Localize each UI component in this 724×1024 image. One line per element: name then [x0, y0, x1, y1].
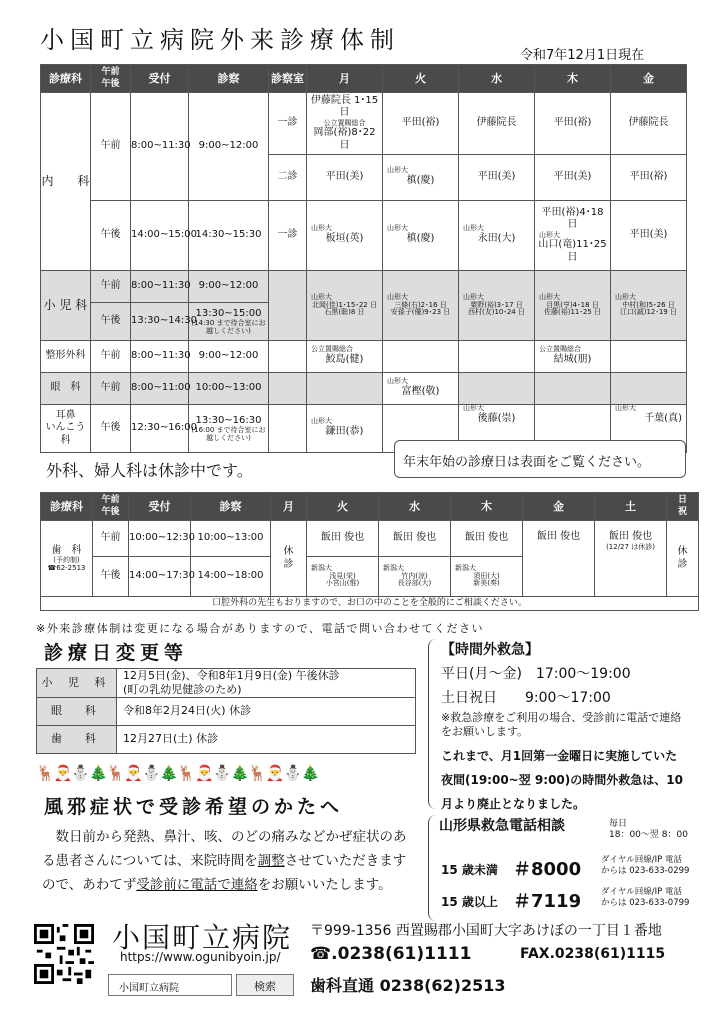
emergency-notice: これまで、月1回第一金曜日に実施していた夜間(19:00~翌 9:00)の時間外救急は、10月より廃止となりました。	[441, 748, 683, 811]
doctor: 平田(裕)	[535, 93, 611, 155]
phone-number: ☎.0238(61)1111	[310, 944, 472, 964]
doctor	[307, 373, 383, 405]
col-header: 診察	[191, 493, 271, 521]
ampm: 午前	[91, 373, 131, 405]
emergency-title: 【時間外救急】	[441, 642, 539, 658]
col-header: 診療科	[41, 493, 93, 521]
dept-name: 歯 科	[51, 544, 82, 556]
text: をお願いいたします。	[257, 877, 392, 893]
text: ダイヤル回線/IP 電話	[601, 887, 682, 897]
reception-time: 13:30~14:30	[131, 303, 189, 341]
text: 毎日	[609, 819, 628, 829]
after-hours-emergency	[428, 639, 686, 809]
dept-naika: 内 科	[41, 93, 91, 271]
text: 調整	[257, 853, 285, 869]
doctor-cell	[383, 201, 459, 271]
doctor: 浅見(栄)	[329, 571, 356, 580]
main-schedule-table	[40, 64, 687, 453]
ampm: 午前	[91, 93, 131, 201]
consult-note: (16:00 まで待合室にお越しください)	[191, 426, 266, 442]
doctor: 飯田 俊也	[523, 521, 595, 597]
room	[269, 341, 307, 373]
doctor: 板垣(英)	[325, 233, 364, 245]
page-title: 小国町立病院外来診療体制	[40, 26, 400, 54]
christmas-decoration: 🦌🎅⛄🎄🦌🎅⛄🎄🦌🎅⛄🎄🦌🎅⛄🎄	[36, 764, 319, 782]
affiliation: 山形大	[387, 377, 408, 386]
dept-dental	[41, 521, 93, 597]
affiliation: 山形大	[615, 292, 636, 301]
text: させていただきますので、あわてず	[42, 853, 407, 893]
number-8000: ＃8000	[513, 859, 582, 880]
doctor: 安孫子(優)9･23 日	[390, 308, 451, 317]
doctor: 江口(誠)12･19 日	[619, 308, 677, 317]
col-header: 受付	[131, 65, 189, 93]
doctor	[383, 341, 459, 373]
col-header: 火	[307, 493, 379, 521]
room	[269, 271, 307, 341]
doctor: 飯田 俊也	[451, 521, 523, 557]
affiliation: 山形大	[539, 292, 560, 301]
consult-time: 9:00~12:00	[189, 93, 269, 201]
doctor-cell	[383, 373, 459, 405]
affiliation: 山形大	[311, 292, 332, 301]
room	[269, 405, 307, 453]
doctor: 鮫島(健)	[325, 354, 364, 366]
col-header: 受付	[129, 493, 191, 521]
consult-title: 山形県救急電話相談	[439, 818, 565, 834]
reception-time: 8:00~11:00	[131, 373, 189, 405]
cold-symptom-text	[42, 825, 414, 897]
col-header: 土	[595, 493, 667, 521]
room: 一診	[269, 93, 307, 155]
affiliation: 新潟大	[311, 563, 332, 572]
dept-jibi: 耳鼻 いんこう科	[41, 405, 91, 453]
col-header: 診療科	[41, 65, 91, 93]
doctor: 平田(裕)	[383, 93, 459, 155]
text: 受診前に電話で連絡	[136, 877, 258, 893]
doctor: 北岡(佳)1･15･22 日	[312, 300, 377, 309]
room	[269, 373, 307, 405]
ampm: 午後	[93, 557, 129, 597]
ampm: 午後	[91, 201, 131, 271]
col-header: 木	[535, 65, 611, 93]
yamagata-phone-consult	[428, 815, 700, 921]
change-dept: 小 児 科	[37, 669, 117, 698]
doctor-cell	[307, 271, 383, 341]
text: からは 023-633-0799	[601, 898, 690, 909]
affiliation: 公立置賜総合	[311, 345, 353, 354]
dept-shoni: 小 児 科	[41, 271, 91, 341]
col-header: 月	[271, 493, 307, 521]
doctor: 永田(大)	[477, 233, 516, 245]
search-button[interactable]: 検索	[236, 974, 294, 996]
weekday-hours: 平日(月～金) 17:00～19:00	[441, 666, 631, 682]
doctor: 新美(奏)	[473, 579, 500, 588]
doctor: 伊藤院長	[611, 93, 687, 155]
doctor: 槙(慶)	[406, 233, 435, 245]
doctor: 石黒(聡)8 日	[324, 308, 365, 317]
ampm: 午後	[91, 405, 131, 453]
col-header: 水	[379, 493, 451, 521]
over15-label: 15 歳以上	[441, 895, 498, 909]
doctor: 平田(裕)4･18 日	[541, 206, 604, 231]
number-7119: ＃7119	[513, 891, 582, 912]
affiliation: 山形大	[539, 230, 560, 239]
doctor-cell	[535, 341, 611, 373]
doctor: 平田(美)	[459, 155, 535, 201]
affiliation: 山形大	[387, 292, 408, 301]
doctor: 鎌田(恭)	[325, 426, 364, 438]
change-text: (町の乳幼児健診のため)	[123, 682, 242, 696]
doctor-cell	[451, 557, 523, 597]
consult-note: (14:30 まで待合室にお越しください)	[191, 319, 266, 335]
doctor: 中村(和)5･26 日	[622, 300, 675, 309]
col-header: 診察	[189, 65, 269, 93]
closed-departments-note: 外科、婦人科は休診中です。	[46, 461, 253, 480]
col-header: 水	[459, 65, 535, 93]
doctor: 富樫(敬)	[401, 386, 440, 398]
dept-ganka: 眼 科	[41, 373, 91, 405]
doctor: 平田(美)	[307, 155, 383, 201]
doctor: 伊藤院長 1･15 日	[310, 94, 379, 119]
under15-label: 15 歳未満	[441, 863, 498, 877]
doctor-cell	[307, 93, 383, 155]
dial-note	[601, 855, 689, 877]
doctor: 後藤(崇)	[477, 412, 516, 424]
dept-tel: ☎62-2513	[47, 563, 86, 572]
reception-time: 8:00~11:30	[131, 341, 189, 373]
doctor-cell	[535, 201, 611, 271]
consult-hours	[609, 819, 688, 842]
doctor-cell	[307, 341, 383, 373]
affiliation: 山形大	[463, 404, 484, 412]
dept-sub: (予約制)	[53, 556, 80, 565]
affiliation: 山形大	[387, 166, 408, 175]
consult-time: 14:00~18:00	[191, 557, 271, 597]
dial-note	[601, 887, 689, 909]
doctor-cell	[383, 271, 459, 341]
doctor: 槙(慶)	[406, 175, 435, 187]
doctor-cell	[595, 521, 667, 597]
doctor: 粟野(裕)3･17 日	[470, 300, 523, 309]
doctor	[611, 341, 687, 373]
doctor-cell	[307, 405, 383, 453]
affiliation: 山形大	[463, 224, 484, 233]
consult-time-cell	[189, 303, 269, 341]
search-input[interactable]: 小国町立病院	[108, 974, 232, 996]
changes-heading: 診療日変更等	[44, 642, 189, 664]
doctor: 長谷部(大)	[397, 579, 432, 588]
doctor: 飯田 俊也	[608, 531, 653, 542]
doctor-cell	[383, 155, 459, 201]
doctor: 須田(大)	[473, 571, 500, 580]
sat-note: (12/27 は休診)	[606, 542, 655, 551]
reception-time: 8:00~11:30	[131, 93, 189, 201]
col-header: 診察室	[269, 65, 307, 93]
change-text: 令和8年2月24日(火) 休診	[117, 697, 416, 725]
qr-code-icon[interactable]	[34, 924, 94, 984]
col-header: 日 祝	[667, 493, 699, 521]
affiliation: 山形大	[463, 292, 484, 301]
ampm: 午後	[91, 303, 131, 341]
reception-time: 10:00~12:30	[129, 521, 191, 557]
change-dept: 眼 科	[37, 697, 117, 725]
doctor-cell	[459, 201, 535, 271]
doctor-cell	[307, 557, 379, 597]
doctor: 飯田 俊也	[307, 521, 379, 557]
room: 一診	[269, 201, 307, 271]
reception-time: 8:00~11:30	[131, 271, 189, 303]
text: 18：00～翌 8：00	[609, 830, 688, 841]
affiliation: 新潟大	[455, 563, 476, 572]
dept-seikei: 整形外科	[41, 341, 91, 373]
doctor: 佐藤(裕)11･25 日	[543, 308, 601, 317]
col-header: 午前 午後	[93, 493, 129, 521]
col-header: 木	[451, 493, 523, 521]
doctor-cell	[611, 271, 687, 341]
change-text: 12月5日(金)、令和8年1月9日(金) 午後休診	[123, 669, 340, 682]
doctor: 三條(右)2･16 日	[394, 300, 447, 309]
affiliation: 公立置賜総合	[539, 345, 581, 354]
ampm: 午前	[91, 341, 131, 373]
affiliation: 公立置賜総合	[323, 118, 366, 127]
holiday-hours: 土日祝日 9:00～17:00	[441, 690, 611, 706]
doctor: 山口(竜)11･25 日	[538, 239, 607, 263]
doctor: 千葉(真)	[644, 412, 682, 424]
consult-time-cell	[189, 405, 269, 453]
consult-time: 10:00~13:00	[191, 521, 271, 557]
consult-time: 13:30~16:30	[195, 414, 262, 426]
text: からは 023-633-0299	[601, 866, 690, 877]
text: 数日前から発熱、鼻汁、咳、のどの痛みなどかぜ症状のある患者さんについては、来院時間を	[42, 829, 407, 869]
dental-direct-number: 歯科直通 0238(62)2513	[310, 976, 506, 995]
doctor	[611, 373, 687, 405]
closed-cell: 休 診	[667, 521, 699, 597]
schedule-change-warning: ※外来診療体制は変更になる場合がありますので、電話で問い合わせてください	[36, 622, 484, 635]
doctor: 平田(美)	[535, 155, 611, 201]
closed-cell: 休 診	[271, 521, 307, 597]
col-header: 金	[611, 65, 687, 93]
website-link[interactable]: https://www.ogunibyoin.jp/	[120, 950, 281, 964]
ampm: 午前	[93, 521, 129, 557]
reception-time: 14:00~17:30	[129, 557, 191, 597]
emergency-note: ※救急診療をご利用の場合、受診前に電話で連絡をお願いします。	[441, 711, 682, 739]
doctor: 平田(裕)	[611, 155, 687, 201]
cold-symptom-heading: 風邪症状で受診希望のかたへ	[44, 796, 344, 818]
room: 二診	[269, 155, 307, 201]
affiliation: 山形大	[311, 417, 332, 426]
doctor-cell	[459, 271, 535, 341]
col-header: 月	[307, 65, 383, 93]
change-detail	[117, 669, 416, 698]
doctor: 小宮山(惟)	[325, 579, 360, 588]
text: ダイヤル回線/IP 電話	[601, 855, 682, 865]
change-text: 12月27日(土) 休診	[117, 725, 416, 753]
doctor: 平田(美)	[611, 201, 687, 271]
doctor: 飯田 俊也	[379, 521, 451, 557]
consult-time: 9:00~12:00	[189, 341, 269, 373]
doctor-cell	[379, 557, 451, 597]
changes-table	[36, 668, 416, 754]
col-header: 金	[523, 493, 595, 521]
affiliation: 山形大	[615, 404, 636, 412]
affiliation: 山形大	[387, 224, 408, 233]
doctor	[459, 341, 535, 373]
doctor	[459, 373, 535, 405]
doctor: 結城(朋)	[553, 354, 592, 366]
affiliation: 新潟大	[383, 563, 404, 572]
doctor: 目黒(亨)4･18 日	[546, 300, 599, 309]
doctor-cell	[307, 201, 383, 271]
doctor: 岡部(裕)8･22 日	[313, 127, 376, 151]
hospital-name: 小国町立病院	[112, 921, 293, 954]
col-header: 午前 午後	[91, 65, 131, 93]
reception-time: 14:00~15:00	[131, 201, 189, 271]
affiliation: 山形大	[311, 224, 332, 233]
as-of-date: 令和7年12月1日現在	[520, 48, 645, 63]
doctor	[535, 373, 611, 405]
doctor: 伊藤院長	[459, 93, 535, 155]
col-header: 火	[383, 65, 459, 93]
doctor: 西村(友)10･24 日	[467, 308, 525, 317]
address: 〒999-1356 西置賜郡小国町大字あけぼの一丁目１番地	[310, 923, 662, 939]
reception-time: 12:30~16:00	[131, 405, 189, 453]
fax-number: FAX.0238(61)1115	[520, 946, 666, 962]
dental-schedule-table	[40, 492, 699, 611]
change-dept: 歯 科	[37, 725, 117, 753]
doctor: 竹内(涼)	[401, 571, 428, 580]
new-year-callout: 年末年始の診療日は表面をご覧ください。	[394, 440, 686, 478]
doctor-cell	[535, 271, 611, 341]
consult-time: 14:30~15:30	[189, 201, 269, 271]
ampm: 午前	[91, 271, 131, 303]
consult-time: 10:00~13:00	[189, 373, 269, 405]
consult-time: 9:00~12:00	[189, 271, 269, 303]
consult-time: 13:30~15:00	[195, 307, 262, 319]
dental-footer: 口腔外科の先生もおりますので、お口の中のことを全般的にご相談ください。	[41, 597, 699, 611]
